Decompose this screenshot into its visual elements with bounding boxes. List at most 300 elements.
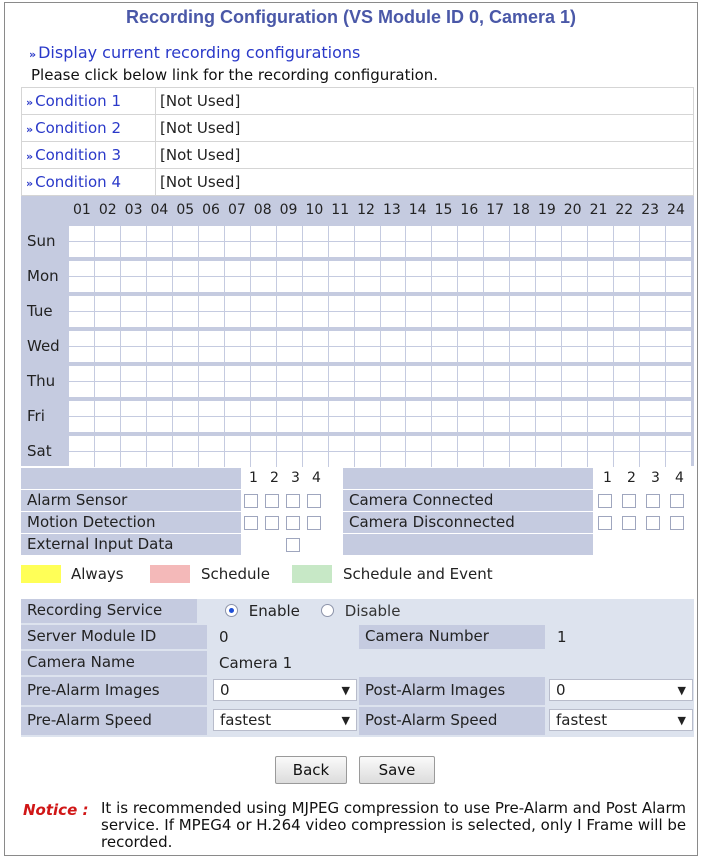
schedule-cell[interactable] [406,226,431,241]
schedule-cell[interactable] [251,242,276,257]
schedule-cell[interactable] [484,382,509,397]
schedule-cell[interactable] [406,312,431,327]
schedule-cell[interactable] [458,312,483,327]
schedule-cell[interactable] [329,226,354,241]
schedule-cell[interactable] [173,261,198,276]
schedule-cell[interactable] [562,417,587,432]
schedule-cell[interactable] [277,452,302,467]
schedule-cell[interactable] [510,366,535,381]
schedule-cell[interactable] [173,417,198,432]
alarm-sensor-checkbox-1[interactable] [244,494,258,508]
schedule-cell[interactable] [69,417,94,432]
condition-3-link[interactable]: » Condition 3 [26,146,122,164]
schedule-cell[interactable] [121,226,146,241]
schedule-cell[interactable] [355,242,380,257]
schedule-cell[interactable] [251,331,276,346]
schedule-cell[interactable] [614,452,639,467]
schedule-cell[interactable] [666,366,691,381]
schedule-cell[interactable] [614,401,639,416]
schedule-cell[interactable] [251,312,276,327]
schedule-cell[interactable] [666,277,691,292]
schedule-cell[interactable] [121,347,146,362]
schedule-cell[interactable] [121,382,146,397]
schedule-cell[interactable] [510,226,535,241]
schedule-cell[interactable] [484,277,509,292]
schedule-cell[interactable] [484,452,509,467]
schedule-cell[interactable] [562,242,587,257]
schedule-cell[interactable] [303,296,328,311]
schedule-cell[interactable] [484,296,509,311]
schedule-cell[interactable] [588,366,613,381]
schedule-cell[interactable] [640,436,665,451]
schedule-cell[interactable] [121,277,146,292]
schedule-cell[interactable] [536,347,561,362]
schedule-cell[interactable] [121,312,146,327]
schedule-cell[interactable] [588,436,613,451]
schedule-cell[interactable] [225,417,250,432]
schedule-cell[interactable] [484,242,509,257]
schedule-cell[interactable] [199,382,224,397]
schedule-cell[interactable] [588,382,613,397]
schedule-cell[interactable] [406,452,431,467]
schedule-cell[interactable] [199,312,224,327]
post-alarm-speed-select[interactable]: fastest ▼ [549,709,693,731]
schedule-cell[interactable] [147,312,172,327]
schedule-cell[interactable] [147,296,172,311]
enable-option[interactable]: Enable [225,602,300,620]
disable-option[interactable]: Disable [321,602,400,620]
schedule-cell[interactable] [199,401,224,416]
schedule-cell[interactable] [147,366,172,381]
schedule-cell[interactable] [614,261,639,276]
schedule-cell[interactable] [329,331,354,346]
schedule-cell[interactable] [510,452,535,467]
schedule-cell[interactable] [381,417,406,432]
schedule-cell[interactable] [147,382,172,397]
schedule-cell[interactable] [251,347,276,362]
schedule-cell[interactable] [69,242,94,257]
schedule-cell[interactable] [640,242,665,257]
schedule-cell[interactable] [303,242,328,257]
schedule-cell[interactable] [484,226,509,241]
schedule-cell[interactable] [121,366,146,381]
schedule-cell[interactable] [562,331,587,346]
schedule-cell[interactable] [277,331,302,346]
schedule-cell[interactable] [69,261,94,276]
schedule-cell[interactable] [381,401,406,416]
schedule-cell[interactable] [121,261,146,276]
schedule-cell[interactable] [381,226,406,241]
schedule-cell[interactable] [406,277,431,292]
schedule-cell[interactable] [406,382,431,397]
schedule-cell[interactable] [640,331,665,346]
schedule-cell[interactable] [640,312,665,327]
schedule-cell[interactable] [69,382,94,397]
schedule-cell[interactable] [355,382,380,397]
schedule-cell[interactable] [562,261,587,276]
schedule-cell[interactable] [355,312,380,327]
schedule-cell[interactable] [536,261,561,276]
schedule-cell[interactable] [277,296,302,311]
schedule-cell[interactable] [303,366,328,381]
schedule-cell[interactable] [381,366,406,381]
schedule-cell[interactable] [381,312,406,327]
schedule-cell[interactable] [640,347,665,362]
schedule-cell[interactable] [588,452,613,467]
schedule-cell[interactable] [147,452,172,467]
schedule-cell[interactable] [329,436,354,451]
schedule-cell[interactable] [173,296,198,311]
schedule-cell[interactable] [303,401,328,416]
schedule-cell[interactable] [95,436,120,451]
schedule-cell[interactable] [614,347,639,362]
schedule-cell[interactable] [251,417,276,432]
schedule-cell[interactable] [484,331,509,346]
schedule-cell[interactable] [510,417,535,432]
schedule-cell[interactable] [251,452,276,467]
schedule-cell[interactable] [510,261,535,276]
schedule-cell[interactable] [199,331,224,346]
schedule-cell[interactable] [199,452,224,467]
schedule-cell[interactable] [329,242,354,257]
schedule-cell[interactable] [95,261,120,276]
schedule-cell[interactable] [355,261,380,276]
schedule-cell[interactable] [588,417,613,432]
schedule-cell[interactable] [69,401,94,416]
schedule-cell[interactable] [458,296,483,311]
schedule-cell[interactable] [95,242,120,257]
schedule-cell[interactable] [173,347,198,362]
motion-detection-checkbox-1[interactable] [244,516,258,530]
schedule-cell[interactable] [147,261,172,276]
schedule-cell[interactable] [614,382,639,397]
schedule-cell[interactable] [588,277,613,292]
schedule-cell[interactable] [588,401,613,416]
schedule-cell[interactable] [355,452,380,467]
schedule-cell[interactable] [303,436,328,451]
schedule-cell[interactable] [640,401,665,416]
schedule-cell[interactable] [329,452,354,467]
pre-alarm-speed-select[interactable]: fastest ▼ [213,709,357,731]
schedule-cell[interactable] [640,382,665,397]
schedule-cell[interactable] [277,436,302,451]
schedule-cell[interactable] [277,226,302,241]
schedule-cell[interactable] [381,242,406,257]
schedule-cell[interactable] [95,452,120,467]
schedule-cell[interactable] [406,242,431,257]
schedule-cell[interactable] [640,226,665,241]
schedule-cell[interactable] [666,242,691,257]
schedule-cell[interactable] [147,331,172,346]
schedule-cell[interactable] [95,366,120,381]
schedule-cell[interactable] [381,331,406,346]
schedule-cell[interactable] [95,226,120,241]
schedule-cell[interactable] [614,417,639,432]
schedule-cell[interactable] [147,401,172,416]
schedule-cell[interactable] [536,277,561,292]
schedule-cell[interactable] [251,277,276,292]
schedule-cell[interactable] [614,242,639,257]
schedule-cell[interactable] [381,347,406,362]
schedule-cell[interactable] [510,296,535,311]
schedule-cell[interactable] [458,277,483,292]
schedule-cell[interactable] [69,296,94,311]
schedule-cell[interactable] [381,296,406,311]
schedule-cell[interactable] [69,312,94,327]
schedule-cell[interactable] [536,331,561,346]
schedule-cell[interactable] [614,277,639,292]
alarm-sensor-checkbox-3[interactable] [286,494,300,508]
schedule-cell[interactable] [458,347,483,362]
schedule-cell[interactable] [225,226,250,241]
disable-radio[interactable] [321,604,334,617]
schedule-cell[interactable] [432,261,457,276]
schedule-cell[interactable] [199,436,224,451]
schedule-cell[interactable] [536,436,561,451]
schedule-cell[interactable] [536,242,561,257]
schedule-cell[interactable] [277,242,302,257]
schedule-cell[interactable] [588,242,613,257]
schedule-cell[interactable] [432,226,457,241]
schedule-cell[interactable] [588,312,613,327]
schedule-cell[interactable] [69,366,94,381]
schedule-cell[interactable] [666,347,691,362]
enable-radio[interactable] [225,604,238,617]
schedule-cell[interactable] [121,331,146,346]
schedule-cell[interactable] [432,277,457,292]
schedule-cell[interactable] [303,382,328,397]
schedule-cell[interactable] [95,401,120,416]
schedule-cell[interactable] [69,436,94,451]
schedule-cell[interactable] [121,417,146,432]
schedule-cell[interactable] [536,417,561,432]
schedule-cell[interactable] [510,312,535,327]
schedule-cell[interactable] [95,347,120,362]
schedule-cell[interactable] [432,417,457,432]
condition-4-link[interactable]: » Condition 4 [26,173,122,191]
schedule-cell[interactable] [588,347,613,362]
schedule-cell[interactable] [355,347,380,362]
schedule-cell[interactable] [199,296,224,311]
schedule-cell[interactable] [147,417,172,432]
schedule-cell[interactable] [147,277,172,292]
schedule-cell[interactable] [640,452,665,467]
schedule-cell[interactable] [666,312,691,327]
schedule-cell[interactable] [303,417,328,432]
schedule-cell[interactable] [199,366,224,381]
schedule-cell[interactable] [458,226,483,241]
schedule-cell[interactable] [640,366,665,381]
schedule-cell[interactable] [640,261,665,276]
schedule-cell[interactable] [562,436,587,451]
schedule-cell[interactable] [666,296,691,311]
schedule-cell[interactable] [251,366,276,381]
schedule-cell[interactable] [277,261,302,276]
schedule-cell[interactable] [173,331,198,346]
schedule-cell[interactable] [510,331,535,346]
schedule-cell[interactable] [277,277,302,292]
schedule-cell[interactable] [406,261,431,276]
schedule-cell[interactable] [95,417,120,432]
schedule-cell[interactable] [199,417,224,432]
schedule-cell[interactable] [303,312,328,327]
schedule-cell[interactable] [406,366,431,381]
external-input-checkbox[interactable] [286,538,300,552]
schedule-cell[interactable] [432,331,457,346]
schedule-cell[interactable] [121,401,146,416]
schedule-cell[interactable] [588,261,613,276]
schedule-cell[interactable] [510,277,535,292]
schedule-cell[interactable] [251,261,276,276]
schedule-cell[interactable] [355,296,380,311]
schedule-cell[interactable] [173,242,198,257]
schedule-cell[interactable] [406,331,431,346]
schedule-cell[interactable] [536,226,561,241]
schedule-cell[interactable] [588,331,613,346]
schedule-cell[interactable] [121,452,146,467]
schedule-cell[interactable] [510,382,535,397]
schedule-cell[interactable] [432,382,457,397]
schedule-cell[interactable] [173,226,198,241]
schedule-cell[interactable] [173,452,198,467]
schedule-cell[interactable] [432,401,457,416]
motion-detection-checkbox-4[interactable] [307,516,321,530]
schedule-cell[interactable] [95,331,120,346]
schedule-cell[interactable] [225,312,250,327]
schedule-cell[interactable] [355,226,380,241]
schedule-cell[interactable] [484,312,509,327]
schedule-cell[interactable] [355,331,380,346]
schedule-cell[interactable] [355,436,380,451]
schedule-cell[interactable] [640,277,665,292]
schedule-cell[interactable] [225,242,250,257]
schedule-cell[interactable] [484,347,509,362]
schedule-cell[interactable] [147,347,172,362]
schedule-cell[interactable] [562,452,587,467]
schedule-cell[interactable] [225,296,250,311]
schedule-cell[interactable] [484,436,509,451]
schedule-cell[interactable] [225,382,250,397]
schedule-cell[interactable] [251,401,276,416]
schedule-cell[interactable] [432,296,457,311]
motion-detection-checkbox-2[interactable] [265,516,279,530]
schedule-cell[interactable] [666,452,691,467]
schedule-cell[interactable] [303,261,328,276]
schedule-cell[interactable] [458,331,483,346]
schedule-cell[interactable] [173,436,198,451]
schedule-cell[interactable] [666,382,691,397]
schedule-cell[interactable] [458,382,483,397]
condition-2-link[interactable]: » Condition 2 [26,119,122,137]
schedule-cell[interactable] [614,366,639,381]
schedule-cell[interactable] [588,226,613,241]
schedule-cell[interactable] [666,331,691,346]
schedule-cell[interactable] [614,312,639,327]
schedule-cell[interactable] [95,277,120,292]
schedule-cell[interactable] [251,296,276,311]
schedule-cell[interactable] [381,261,406,276]
schedule-cell[interactable] [562,382,587,397]
camera-connected-checkbox-2[interactable] [622,494,636,508]
schedule-cell[interactable] [277,401,302,416]
schedule-cell[interactable] [329,347,354,362]
schedule-cell[interactable] [95,382,120,397]
schedule-cell[interactable] [381,277,406,292]
schedule-cell[interactable] [666,226,691,241]
schedule-cell[interactable] [329,401,354,416]
schedule-cell[interactable] [381,452,406,467]
alarm-sensor-checkbox-2[interactable] [265,494,279,508]
schedule-cell[interactable] [121,296,146,311]
schedule-cell[interactable] [562,401,587,416]
schedule-cell[interactable] [225,277,250,292]
schedule-cell[interactable] [458,261,483,276]
schedule-cell[interactable] [484,417,509,432]
schedule-cell[interactable] [329,366,354,381]
schedule-cell[interactable] [536,382,561,397]
schedule-cell[interactable] [536,366,561,381]
schedule-cell[interactable] [173,277,198,292]
schedule-cell[interactable] [121,436,146,451]
schedule-cell[interactable] [329,277,354,292]
schedule-cell[interactable] [510,401,535,416]
schedule-cell[interactable] [303,226,328,241]
schedule-cell[interactable] [510,242,535,257]
schedule-cell[interactable] [614,226,639,241]
schedule-cell[interactable] [355,401,380,416]
schedule-cell[interactable] [432,312,457,327]
schedule-cell[interactable] [666,436,691,451]
schedule-cell[interactable] [251,226,276,241]
schedule-cell[interactable] [277,417,302,432]
schedule-cell[interactable] [640,417,665,432]
schedule-cell[interactable] [355,277,380,292]
schedule-cell[interactable] [432,347,457,362]
schedule-cell[interactable] [329,312,354,327]
schedule-cell[interactable] [432,436,457,451]
schedule-cell[interactable] [225,261,250,276]
schedule-cell[interactable] [432,452,457,467]
schedule-cell[interactable] [406,347,431,362]
camera-disconnected-checkbox-1[interactable] [598,516,612,530]
schedule-cell[interactable] [484,261,509,276]
schedule-cell[interactable] [640,296,665,311]
schedule-cell[interactable] [251,382,276,397]
schedule-cell[interactable] [173,312,198,327]
schedule-cell[interactable] [536,312,561,327]
camera-connected-checkbox-1[interactable] [598,494,612,508]
motion-detection-checkbox-3[interactable] [286,516,300,530]
schedule-cell[interactable] [69,452,94,467]
camera-disconnected-checkbox-3[interactable] [646,516,660,530]
display-current-config-link[interactable]: » Display current recording configurations [29,43,361,62]
schedule-cell[interactable] [225,366,250,381]
schedule-cell[interactable] [458,366,483,381]
schedule-cell[interactable] [303,331,328,346]
schedule-cell[interactable] [588,296,613,311]
schedule-cell[interactable] [355,417,380,432]
schedule-cell[interactable] [173,382,198,397]
schedule-cell[interactable] [173,401,198,416]
schedule-cell[interactable] [69,277,94,292]
schedule-cell[interactable] [536,452,561,467]
camera-connected-checkbox-3[interactable] [646,494,660,508]
schedule-cell[interactable] [147,226,172,241]
schedule-cell[interactable] [666,261,691,276]
schedule-cell[interactable] [562,347,587,362]
schedule-cell[interactable] [355,366,380,381]
schedule-cell[interactable] [562,226,587,241]
